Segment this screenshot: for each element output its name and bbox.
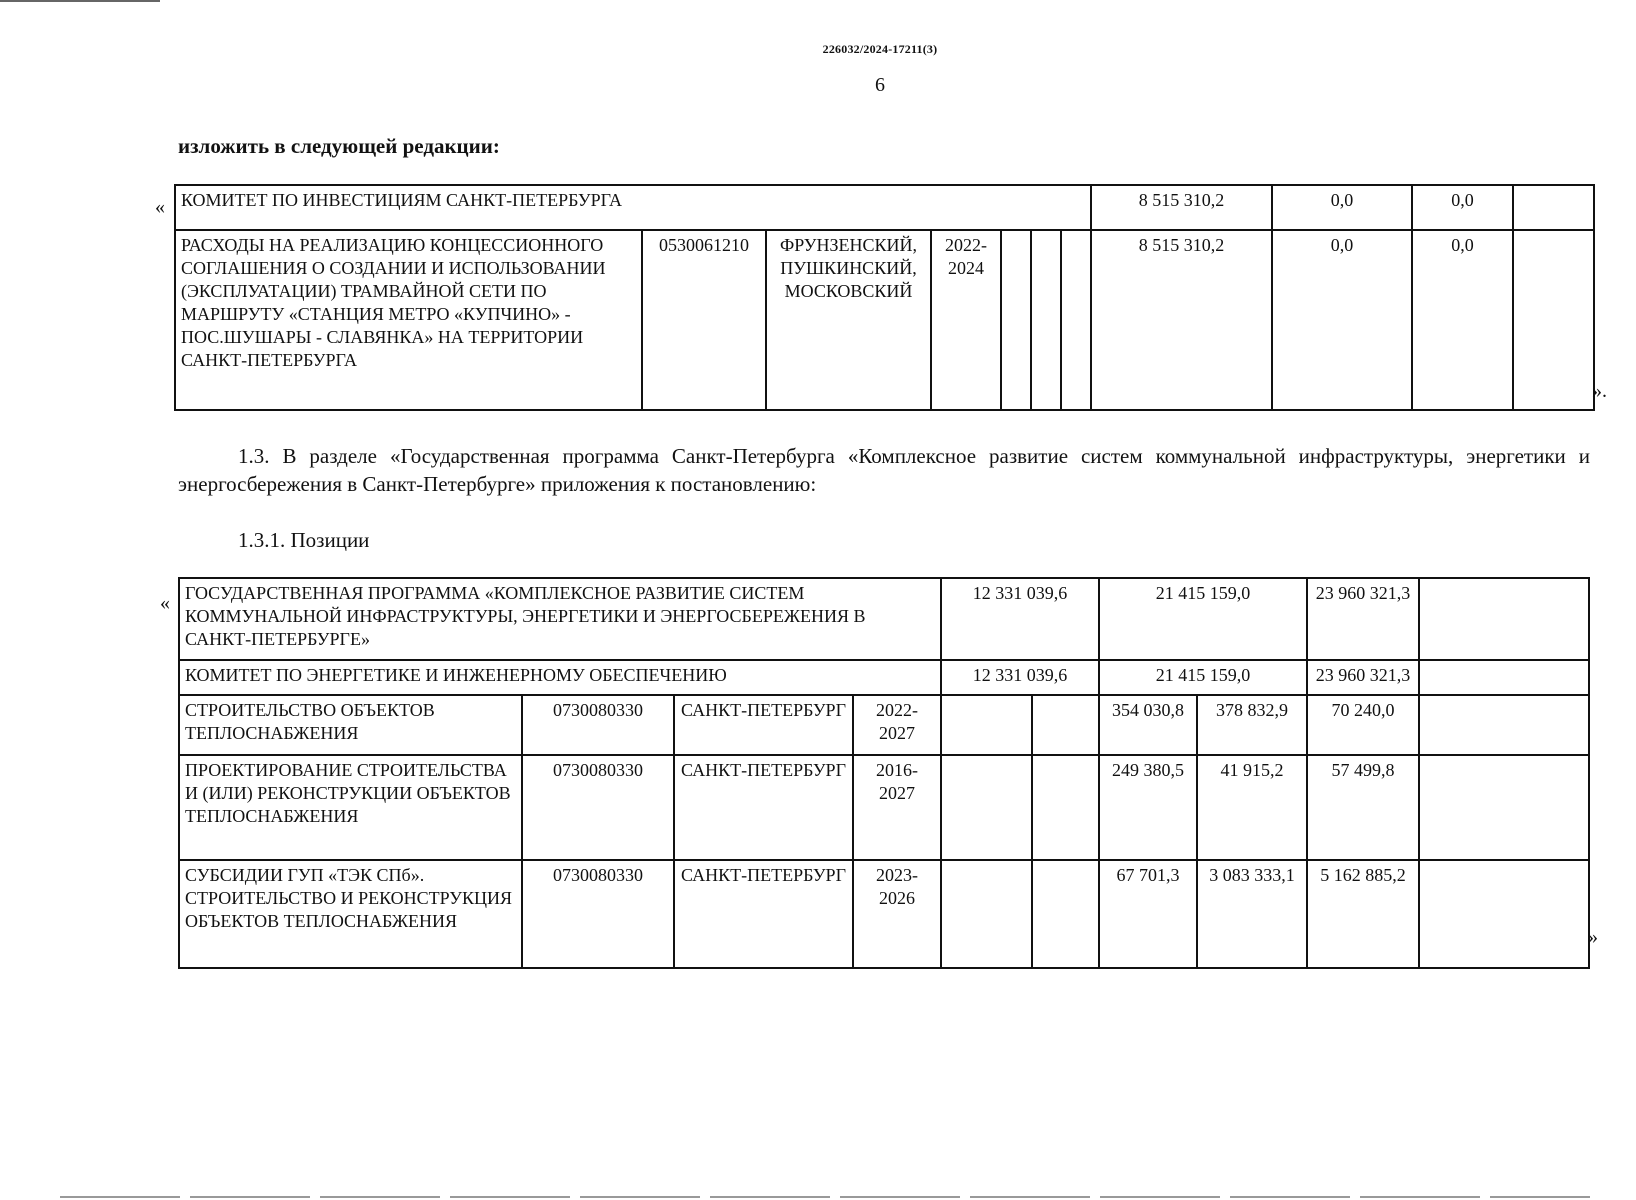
item-value-2: 378 832,9 — [1197, 695, 1307, 755]
item-place: САНКТ-ПЕТЕРБУРГ — [674, 695, 853, 755]
committee-value-2: 21 415 159,0 — [1099, 660, 1307, 695]
empty-cell — [1513, 230, 1594, 410]
item-name: РАСХОДЫ НА РЕАЛИЗАЦИЮ КОНЦЕССИОННОГО СОГЛАШЕНИЯ О СОЗДАНИИ И ИСПОЛЬЗОВАНИИ (ЭКСПЛУАТАЦИИ) ТРАМВАЙНОЙ СЕТИ ПО МАРШРУТУ «СТАНЦИЯ МЕТРО «КУПЧИНО» - ПОС.ШУШАРЫ - СЛАВЯНКА» НА ТЕРРИТОРИИ САНКТ-ПЕТЕРБУРГА — [175, 230, 642, 410]
item-value-3: 5 162 885,2 — [1307, 860, 1419, 968]
empty-cell — [1032, 755, 1099, 860]
table2-close-quote: » — [1588, 926, 1598, 948]
table-row — [179, 755, 1589, 860]
item-years: 2023-2026 — [853, 860, 941, 968]
table2-program-row — [179, 578, 1589, 660]
table2-committee-row — [179, 660, 1589, 695]
committee-value-2: 0,0 — [1272, 185, 1412, 230]
item-code: 0730080330 — [522, 755, 674, 860]
table-row — [179, 695, 1589, 755]
item-years: 2022-2024 — [931, 230, 1001, 410]
table2-open-quote: « — [160, 592, 170, 614]
paragraph-1-3: 1.3. В разделе «Государственная программа Санкт-Петербурга «Комплексное развитие систем коммунальной инфраструктуры, энергетики и энергосбережения в Санкт-Петербурге» приложения к постановлению: — [178, 444, 1590, 496]
item-value-2: 0,0 — [1272, 230, 1412, 410]
item-value-2: 3 083 333,1 — [1197, 860, 1307, 968]
item-name: ПРОЕКТИРОВАНИЕ СТРОИТЕЛЬСТВА И (ИЛИ) РЕКОНСТРУКЦИИ ОБЪЕКТОВ ТЕПЛОСНАБЖЕНИЯ — [179, 755, 522, 860]
item-years: 2016-2027 — [853, 755, 941, 860]
program-name: ГОСУДАРСТВЕННАЯ ПРОГРАММА «КОМПЛЕКСНОЕ РАЗВИТИЕ СИСТЕМ КОММУНАЛЬНОЙ ИНФРАСТРУКТУРЫ, ЭНЕРГЕТИКИ И ЭНЕРГОСБЕРЕЖЕНИЯ В САНКТ-ПЕТЕРБУРГЕ» — [179, 578, 941, 660]
program-value-2: 21 415 159,0 — [1099, 578, 1307, 660]
empty-cell — [1032, 860, 1099, 968]
item-districts: ФРУНЗЕНСКИЙ, ПУШКИНСКИЙ, МОСКОВСКИЙ — [766, 230, 931, 410]
item-place: САНКТ-ПЕТЕРБУРГ — [674, 755, 853, 860]
item-value-3: 57 499,8 — [1307, 755, 1419, 860]
subheading-1-3-1: 1.3.1. Позиции — [238, 528, 370, 552]
item-code: 0730080330 — [522, 695, 674, 755]
empty-cell — [941, 695, 1032, 755]
empty-cell — [941, 755, 1032, 860]
intro-text: изложить в следующей редакции: — [178, 134, 500, 158]
table1 — [174, 184, 1595, 411]
committee-value-1: 8 515 310,2 — [1091, 185, 1272, 230]
document-number: 226032/2024-17211(3) — [822, 42, 938, 56]
empty-cell — [1061, 230, 1091, 410]
program-value-1: 12 331 039,6 — [941, 578, 1099, 660]
item-name: СУБСИДИИ ГУП «ТЭК СПб». СТРОИТЕЛЬСТВО И РЕКОНСТРУКЦИЯ ОБЪЕКТОВ ТЕПЛОСНАБЖЕНИЯ — [179, 860, 522, 968]
item-value-1: 8 515 310,2 — [1091, 230, 1272, 410]
empty-cell — [1513, 185, 1594, 230]
empty-cell — [1032, 695, 1099, 755]
scan-bottom-edge — [60, 1196, 1590, 1198]
empty-cell — [1031, 230, 1061, 410]
committee-value-3: 0,0 — [1412, 185, 1513, 230]
item-code: 0730080330 — [522, 860, 674, 968]
scan-edge-mark — [0, 0, 160, 2]
item-name: СТРОИТЕЛЬСТВО ОБЪЕКТОВ ТЕПЛОСНАБЖЕНИЯ — [179, 695, 522, 755]
item-value-1: 67 701,3 — [1099, 860, 1197, 968]
table1-committee-row — [175, 185, 1594, 230]
committee-name: КОМИТЕТ ПО ЭНЕРГЕТИКЕ И ИНЖЕНЕРНОМУ ОБЕСПЕЧЕНИЮ — [179, 660, 941, 695]
empty-cell — [941, 860, 1032, 968]
empty-cell — [1419, 578, 1589, 660]
committee-name: КОМИТЕТ ПО ИНВЕСТИЦИЯМ САНКТ-ПЕТЕРБУРГА — [175, 185, 1091, 230]
table1-close-quote: ». — [1592, 380, 1607, 402]
item-value-2: 41 915,2 — [1197, 755, 1307, 860]
table2 — [178, 577, 1590, 969]
item-value-3: 0,0 — [1412, 230, 1513, 410]
committee-value-3: 23 960 321,3 — [1307, 660, 1419, 695]
table-row — [179, 860, 1589, 968]
page-number: 6 — [875, 74, 885, 96]
empty-cell — [1419, 755, 1589, 860]
item-value-3: 70 240,0 — [1307, 695, 1419, 755]
program-value-3: 23 960 321,3 — [1307, 578, 1419, 660]
item-value-1: 249 380,5 — [1099, 755, 1197, 860]
item-value-1: 354 030,8 — [1099, 695, 1197, 755]
table1-item-row — [175, 230, 1594, 410]
empty-cell — [1001, 230, 1031, 410]
committee-value-1: 12 331 039,6 — [941, 660, 1099, 695]
item-code: 0530061210 — [642, 230, 766, 410]
empty-cell — [1419, 695, 1589, 755]
empty-cell — [1419, 860, 1589, 968]
item-place: САНКТ-ПЕТЕРБУРГ — [674, 860, 853, 968]
table1-open-quote: « — [155, 196, 165, 218]
item-years: 2022-2027 — [853, 695, 941, 755]
empty-cell — [1419, 660, 1589, 695]
